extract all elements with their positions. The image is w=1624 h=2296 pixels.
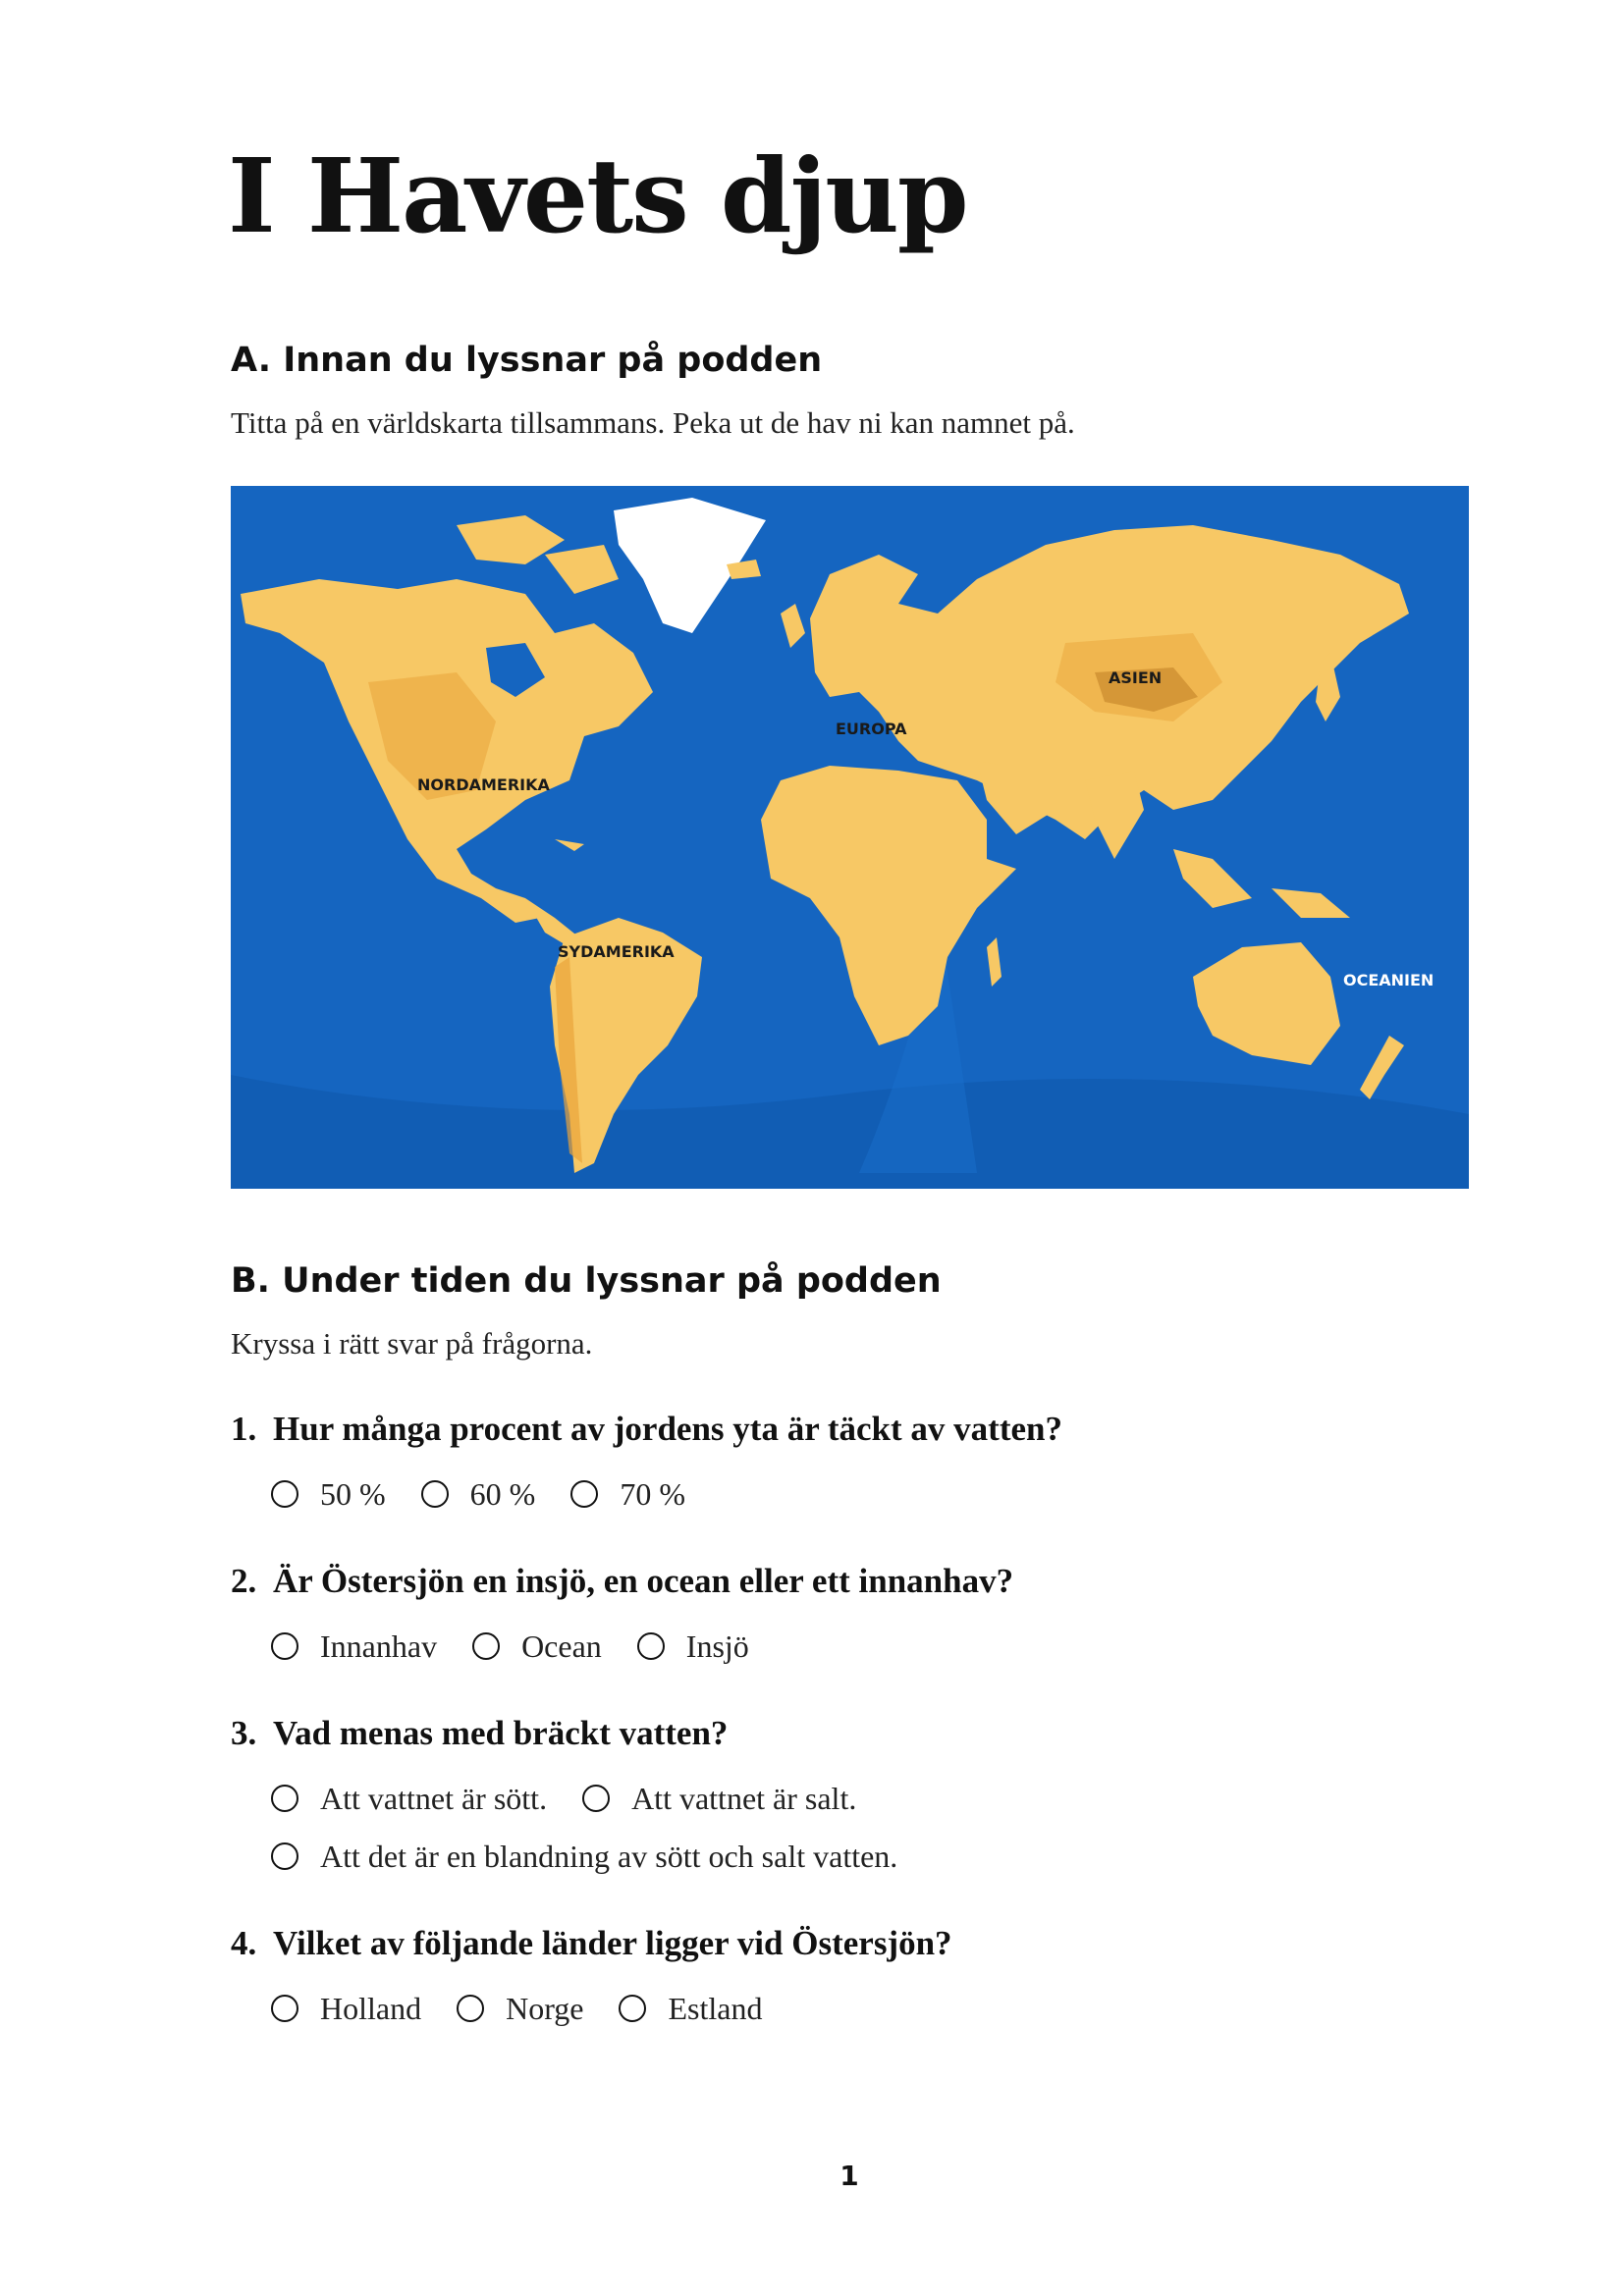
answer-option[interactable] (271, 1993, 421, 2024)
answer-option[interactable] (271, 1630, 437, 1662)
radio-circle[interactable] (570, 1480, 598, 1508)
question-2 (231, 1564, 1013, 1598)
radio-circle[interactable] (271, 1632, 298, 1660)
question-4-options (271, 1993, 762, 2024)
question-number: 1. (231, 1410, 257, 1448)
option-label: Innanhav (320, 1629, 438, 1664)
answer-option[interactable] (271, 1841, 897, 1872)
option-label: Insjö (685, 1629, 749, 1664)
answer-option[interactable] (271, 1783, 547, 1814)
option-label: 70 % (620, 1476, 685, 1512)
section-b-instruction: Kryssa i rätt svar på frågorna. (231, 1326, 593, 1361)
option-label: 50 % (320, 1476, 386, 1512)
answer-option[interactable] (570, 1478, 685, 1510)
answer-option[interactable] (637, 1630, 749, 1662)
page-number: 1 (839, 2160, 859, 2192)
radio-circle[interactable] (637, 1632, 665, 1660)
radio-circle[interactable] (421, 1480, 449, 1508)
option-label: 60 % (469, 1476, 536, 1512)
question-number: 3. (231, 1714, 257, 1752)
label-north-america: NORDAMERIKA (417, 775, 550, 794)
option-label: Att vattnet är sött. (320, 1781, 548, 1816)
section-b-heading: B. Under tiden du lyssnar på podden (231, 1261, 942, 1301)
question-number: 4. (231, 1924, 257, 1962)
answer-option[interactable] (472, 1630, 602, 1662)
radio-circle[interactable] (457, 1995, 484, 2022)
world-map-graphic (231, 486, 1469, 1189)
label-asia: ASIEN (1109, 668, 1163, 687)
label-south-america: SYDAMERIKA (558, 942, 675, 961)
option-label: Att det är en blandning av sött och salt vatten. (320, 1839, 898, 1874)
option-label: Att vattnet är salt. (631, 1781, 857, 1816)
answer-option[interactable] (271, 1478, 386, 1510)
label-europe: EUROPA (836, 720, 907, 738)
answer-option[interactable] (421, 1478, 536, 1510)
question-3-options (271, 1783, 856, 1814)
world-map (231, 486, 1469, 1189)
radio-circle[interactable] (472, 1632, 500, 1660)
question-1 (231, 1412, 1062, 1446)
option-label: Norge (506, 1991, 584, 2026)
section-a-heading: A. Innan du lyssnar på podden (231, 341, 823, 380)
radio-circle[interactable] (271, 1480, 298, 1508)
question-text: Är Östersjön en insjö, en ocean eller ett innanhav? (273, 1562, 1014, 1600)
label-oceania: OCEANIEN (1343, 971, 1435, 989)
question-text: Hur många procent av jordens yta är täckt av vatten? (273, 1410, 1062, 1448)
answer-option[interactable] (619, 1993, 762, 2024)
page-title: I Havets djup (228, 135, 967, 256)
question-4 (231, 1926, 952, 1960)
radio-circle[interactable] (582, 1785, 610, 1812)
option-label: Estland (668, 1991, 763, 2026)
question-1-options (271, 1478, 685, 1510)
radio-circle[interactable] (271, 1995, 298, 2022)
answer-option[interactable] (457, 1993, 583, 2024)
radio-circle[interactable] (619, 1995, 646, 2022)
question-2-options (271, 1630, 749, 1662)
question-text: Vad menas med bräckt vatten? (273, 1714, 729, 1752)
option-label: Ocean (521, 1629, 602, 1664)
option-label: Holland (320, 1991, 422, 2026)
question-number: 2. (231, 1562, 257, 1600)
question-3-options-row-2 (271, 1841, 897, 1872)
answer-option[interactable] (582, 1783, 856, 1814)
section-a-instruction: Titta på en världskarta tillsammans. Peka ut de hav ni kan namnet på. (231, 405, 1075, 440)
question-3 (231, 1716, 728, 1750)
radio-circle[interactable] (271, 1785, 298, 1812)
radio-circle[interactable] (271, 1842, 298, 1870)
question-text: Vilket av följande länder ligger vid Östersjön? (273, 1924, 952, 1962)
